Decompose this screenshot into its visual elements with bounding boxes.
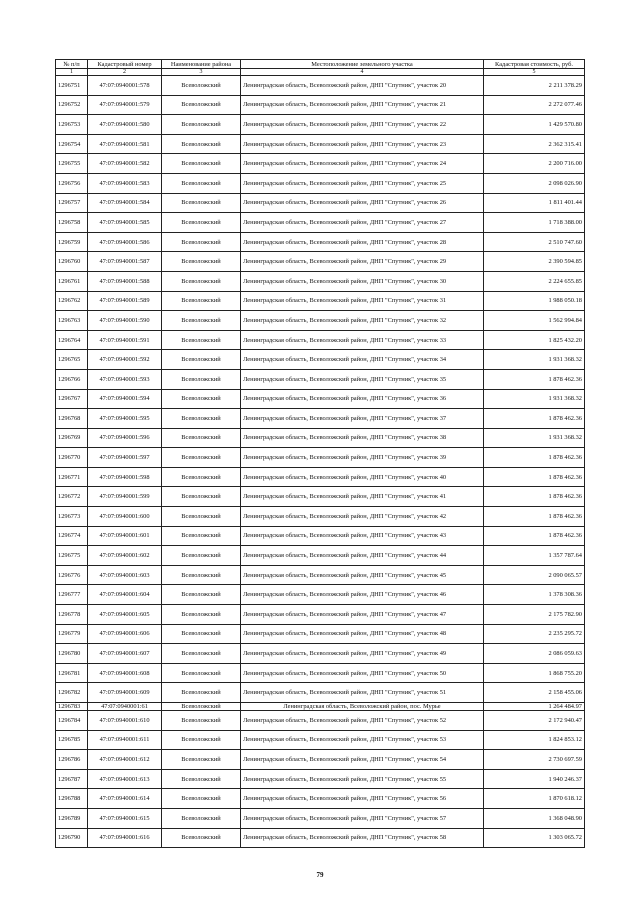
- location-cell: Ленинградская область, Всеволожский район, ДНП "Спутник", участок 54: [241, 750, 484, 770]
- header-district-name: Наименование района: [162, 60, 241, 69]
- district-cell: Всеволожский: [162, 232, 241, 252]
- location-cell: Ленинградская область, Всеволожский район, ДНП "Спутник", участок 53: [241, 730, 484, 750]
- cadastral-number-cell: 47:07:0940001:611: [88, 730, 162, 750]
- row-number-cell: 1296769: [56, 428, 88, 448]
- cadastral-value-cell: 1 868 755.20: [484, 663, 585, 683]
- district-cell: Всеволожский: [162, 311, 241, 331]
- table-row: [56, 252, 585, 272]
- table-body: [56, 76, 585, 848]
- table-row: [56, 730, 585, 750]
- cadastral-number-cell: 47:07:0940001:590: [88, 311, 162, 331]
- location-cell: Ленинградская область, Всеволожский район, ДНП "Спутник", участок 35: [241, 369, 484, 389]
- cadastral-value-cell: 1 718 388.00: [484, 213, 585, 233]
- cadastral-number-cell: 47:07:0940001:586: [88, 232, 162, 252]
- row-number-cell: 1296762: [56, 291, 88, 311]
- cadastral-value-table: [55, 59, 585, 848]
- district-cell: Всеволожский: [162, 526, 241, 546]
- district-cell: Всеволожский: [162, 76, 241, 96]
- cadastral-value-cell: 1 824 853.12: [484, 730, 585, 750]
- cadastral-value-cell: 2 390 594.85: [484, 252, 585, 272]
- cadastral-value-cell: 2 272 077.46: [484, 95, 585, 115]
- location-cell: Ленинградская область, Всеволожский район, ДНП "Спутник", участок 46: [241, 585, 484, 605]
- table-row: [56, 526, 585, 546]
- location-cell: Ленинградская область, Всеволожский район, ДНП "Спутник", участок 58: [241, 828, 484, 848]
- cadastral-number-cell: 47:07:0940001:602: [88, 546, 162, 566]
- table-row: [56, 750, 585, 770]
- cadastral-number-cell: 47:07:0940001:583: [88, 173, 162, 193]
- cadastral-number-cell: 47:07:0940001:579: [88, 95, 162, 115]
- cadastral-value-cell: 2 730 697.59: [484, 750, 585, 770]
- row-number-cell: 1296758: [56, 213, 88, 233]
- table-row: [56, 487, 585, 507]
- table-row: [56, 134, 585, 154]
- table-row: [56, 546, 585, 566]
- cadastral-value-cell: 1 878 462.36: [484, 526, 585, 546]
- district-cell: Всеволожский: [162, 605, 241, 625]
- cadastral-number-cell: 47:07:0940001:596: [88, 428, 162, 448]
- column-number: 5: [484, 69, 585, 76]
- row-number-cell: 1296756: [56, 173, 88, 193]
- cadastral-value-cell: 1 357 787.64: [484, 546, 585, 566]
- row-number-cell: 1296773: [56, 507, 88, 527]
- location-cell: Ленинградская область, Всеволожский район, ДНП "Спутник", участок 52: [241, 711, 484, 731]
- cadastral-value-cell: 2 158 455.06: [484, 683, 585, 703]
- location-cell: Ленинградская область, Всеволожский район, ДНП "Спутник", участок 33: [241, 330, 484, 350]
- district-cell: Всеволожский: [162, 828, 241, 848]
- cadastral-number-cell: 47:07:0940001:598: [88, 467, 162, 487]
- cadastral-number-cell: 47:07:0940001:615: [88, 808, 162, 828]
- location-cell: Ленинградская область, Всеволожский район, ДНП "Спутник", участок 28: [241, 232, 484, 252]
- cadastral-number-cell: 47:07:0940001:609: [88, 683, 162, 703]
- cadastral-value-cell: 1 429 570.80: [484, 115, 585, 135]
- cadastral-value-cell: 1 878 462.36: [484, 487, 585, 507]
- row-number-cell: 1296757: [56, 193, 88, 213]
- cadastral-number-cell: 47:07:0940001:581: [88, 134, 162, 154]
- row-number-cell: 1296752: [56, 95, 88, 115]
- row-number-cell: 1296770: [56, 448, 88, 468]
- cadastral-number-cell: 47:07:0940001:597: [88, 448, 162, 468]
- district-cell: Всеволожский: [162, 808, 241, 828]
- location-cell: Ленинградская область, Всеволожский район, ДНП "Спутник", участок 49: [241, 644, 484, 664]
- table-row: [56, 154, 585, 174]
- location-cell: Ленинградская область, Всеволожский район, ДНП "Спутник", участок 38: [241, 428, 484, 448]
- cadastral-value-cell: 2 362 315.41: [484, 134, 585, 154]
- location-cell: Ленинградская область, Всеволожский район, ДНП "Спутник", участок 34: [241, 350, 484, 370]
- row-number-cell: 1296765: [56, 350, 88, 370]
- table-row: [56, 291, 585, 311]
- location-cell: Ленинградская область, Всеволожский район, ДНП "Спутник", участок 26: [241, 193, 484, 213]
- district-cell: Всеволожский: [162, 789, 241, 809]
- row-number-cell: 1296778: [56, 605, 88, 625]
- location-cell: Ленинградская область, Всеволожский район, ДНП "Спутник", участок 36: [241, 389, 484, 409]
- district-cell: Всеволожский: [162, 95, 241, 115]
- row-number-cell: 1296784: [56, 711, 88, 731]
- table-row: [56, 683, 585, 703]
- location-cell: Ленинградская область, Всеволожский район, ДНП "Спутник", участок 42: [241, 507, 484, 527]
- row-number-cell: 1296779: [56, 624, 88, 644]
- district-cell: Всеволожский: [162, 428, 241, 448]
- table-row: [56, 644, 585, 664]
- row-number-cell: 1296785: [56, 730, 88, 750]
- district-cell: Всеволожский: [162, 546, 241, 566]
- table-row: [56, 95, 585, 115]
- table-row: [56, 605, 585, 625]
- district-cell: Всеволожский: [162, 644, 241, 664]
- table-row: [56, 703, 585, 711]
- header-cadastral-number: Кадастровый номер: [88, 60, 162, 69]
- cadastral-number-cell: 47:07:0940001:588: [88, 271, 162, 291]
- cadastral-number-cell: 47:07:0940001:606: [88, 624, 162, 644]
- table-header-row: [56, 60, 585, 69]
- row-number-cell: 1296761: [56, 271, 88, 291]
- district-cell: Всеволожский: [162, 369, 241, 389]
- cadastral-value-cell: 1 878 462.36: [484, 369, 585, 389]
- table-row: [56, 467, 585, 487]
- location-cell: Ленинградская область, Всеволожский район, ДНП "Спутник", участок 50: [241, 663, 484, 683]
- location-cell: Ленинградская область, Всеволожский район, ДНП "Спутник", участок 41: [241, 487, 484, 507]
- page-number: 79: [316, 871, 324, 879]
- district-cell: Всеволожский: [162, 330, 241, 350]
- cadastral-number-cell: 47:07:0940001:610: [88, 711, 162, 731]
- district-cell: Всеволожский: [162, 507, 241, 527]
- location-cell: Ленинградская область, Всеволожский район, ДНП "Спутник", участок 57: [241, 808, 484, 828]
- location-cell: Ленинградская область, Всеволожский район, ДНП "Спутник", участок 27: [241, 213, 484, 233]
- location-cell: Ленинградская область, Всеволожский район, ДНП "Спутник", участок 30: [241, 271, 484, 291]
- row-number-cell: 1296783: [56, 703, 88, 711]
- row-number-cell: 1296780: [56, 644, 88, 664]
- cadastral-value-cell: 2 172 940.47: [484, 711, 585, 731]
- row-number-cell: 1296759: [56, 232, 88, 252]
- header-number: № п/п: [56, 60, 88, 69]
- table-row: [56, 769, 585, 789]
- cadastral-value-cell: 1 264 484.97: [484, 703, 585, 711]
- row-number-cell: 1296774: [56, 526, 88, 546]
- cadastral-number-cell: 47:07:0940001:584: [88, 193, 162, 213]
- location-cell: Ленинградская область, Всеволожский район, ДНП "Спутник", участок 51: [241, 683, 484, 703]
- location-cell: Ленинградская область, Всеволожский район, ДНП "Спутник", участок 45: [241, 565, 484, 585]
- cadastral-number-cell: 47:07:0940001:604: [88, 585, 162, 605]
- row-number-cell: 1296771: [56, 467, 88, 487]
- cadastral-number-cell: 47:07:0940001:612: [88, 750, 162, 770]
- cadastral-value-cell: 1 931 368.32: [484, 428, 585, 448]
- location-cell: Ленинградская область, Всеволожский район, ДНП "Спутник", участок 24: [241, 154, 484, 174]
- table-row: [56, 711, 585, 731]
- district-cell: Всеволожский: [162, 213, 241, 233]
- table-row: [56, 585, 585, 605]
- cadastral-value-cell: 1 825 432.20: [484, 330, 585, 350]
- district-cell: Всеволожский: [162, 252, 241, 272]
- district-cell: Всеволожский: [162, 193, 241, 213]
- cadastral-number-cell: 47:07:0940001:582: [88, 154, 162, 174]
- location-cell: Ленинградская область, Всеволожский район, ДНП "Спутник", участок 29: [241, 252, 484, 272]
- table-row: [56, 173, 585, 193]
- district-cell: Всеволожский: [162, 115, 241, 135]
- cadastral-number-cell: 47:07:0940001:600: [88, 507, 162, 527]
- district-cell: Всеволожский: [162, 585, 241, 605]
- cadastral-value-cell: 1 378 308.36: [484, 585, 585, 605]
- district-cell: Всеволожский: [162, 750, 241, 770]
- table-row: [56, 115, 585, 135]
- cadastral-value-cell: 1 811 401.44: [484, 193, 585, 213]
- table-row: [56, 507, 585, 527]
- district-cell: Всеволожский: [162, 350, 241, 370]
- cadastral-value-cell: 1 368 048.90: [484, 808, 585, 828]
- cadastral-value-cell: 1 940 246.37: [484, 769, 585, 789]
- row-number-cell: 1296754: [56, 134, 88, 154]
- district-cell: Всеволожский: [162, 448, 241, 468]
- column-number: 3: [162, 69, 241, 76]
- district-cell: Всеволожский: [162, 291, 241, 311]
- header-cadastral-value: Кадастровая стоимость, руб.: [484, 60, 585, 69]
- location-cell: Ленинградская область, Всеволожский район, ДНП "Спутник", участок 21: [241, 95, 484, 115]
- cadastral-number-cell: 47:07:0940001:605: [88, 605, 162, 625]
- cadastral-number-cell: 47:07:0940001:589: [88, 291, 162, 311]
- row-number-cell: 1296775: [56, 546, 88, 566]
- cadastral-number-cell: 47:07:0940001:585: [88, 213, 162, 233]
- cadastral-value-cell: 2 098 026.90: [484, 173, 585, 193]
- district-cell: Всеволожский: [162, 134, 241, 154]
- table-row: [56, 808, 585, 828]
- table-row: [56, 409, 585, 429]
- table-row: [56, 389, 585, 409]
- cadastral-number-cell: 47:07:0940001:591: [88, 330, 162, 350]
- location-cell: Ленинградская область, Всеволожский район, ДНП "Спутник", участок 44: [241, 546, 484, 566]
- table-column-number-row: [56, 69, 585, 76]
- district-cell: Всеволожский: [162, 271, 241, 291]
- row-number-cell: 1296764: [56, 330, 88, 350]
- district-cell: Всеволожский: [162, 154, 241, 174]
- cadastral-number-cell: 47:07:0940001:578: [88, 76, 162, 96]
- table-row: [56, 350, 585, 370]
- row-number-cell: 1296768: [56, 409, 88, 429]
- row-number-cell: 1296786: [56, 750, 88, 770]
- cadastral-value-cell: 2 175 782.90: [484, 605, 585, 625]
- table-row: [56, 428, 585, 448]
- cadastral-number-cell: 47:07:0940001:614: [88, 789, 162, 809]
- table-row: [56, 369, 585, 389]
- cadastral-value-cell: 2 510 747.60: [484, 232, 585, 252]
- table-row: [56, 789, 585, 809]
- cadastral-value-cell: 1 303 065.72: [484, 828, 585, 848]
- cadastral-value-cell: 1 878 462.36: [484, 448, 585, 468]
- cadastral-value-cell: 2 224 655.85: [484, 271, 585, 291]
- location-cell: Ленинградская область, Всеволожский район, ДНП "Спутник", участок 37: [241, 409, 484, 429]
- location-cell: Ленинградская область, Всеволожский район, ДНП "Спутник", участок 48: [241, 624, 484, 644]
- location-cell: Ленинградская область, Всеволожский район, пос. Мурье: [241, 703, 484, 711]
- cadastral-number-cell: 47:07:0940001:607: [88, 644, 162, 664]
- cadastral-number-cell: 47:07:0940001:587: [88, 252, 162, 272]
- table-row: [56, 330, 585, 350]
- location-cell: Ленинградская область, Всеволожский район, ДНП "Спутник", участок 40: [241, 467, 484, 487]
- cadastral-value-cell: 1 878 462.36: [484, 409, 585, 429]
- cadastral-number-cell: 47:07:0940001:613: [88, 769, 162, 789]
- district-cell: Всеволожский: [162, 409, 241, 429]
- header-location: Местоположение земельного участка: [241, 60, 484, 69]
- row-number-cell: 1296763: [56, 311, 88, 331]
- column-number: 2: [88, 69, 162, 76]
- cadastral-value-cell: 2 211 378.29: [484, 76, 585, 96]
- cadastral-number-cell: 47:07:0940001:595: [88, 409, 162, 429]
- location-cell: Ленинградская область, Всеволожский район, ДНП "Спутник", участок 43: [241, 526, 484, 546]
- column-number: 4: [241, 69, 484, 76]
- row-number-cell: 1296777: [56, 585, 88, 605]
- table-row: [56, 193, 585, 213]
- location-cell: Ленинградская область, Всеволожский район, ДНП "Спутник", участок 39: [241, 448, 484, 468]
- location-cell: Ленинградская область, Всеволожский район, ДНП "Спутник", участок 20: [241, 76, 484, 96]
- district-cell: Всеволожский: [162, 173, 241, 193]
- location-cell: Ленинградская область, Всеволожский район, ДНП "Спутник", участок 22: [241, 115, 484, 135]
- location-cell: Ленинградская область, Всеволожский район, ДНП "Спутник", участок 56: [241, 789, 484, 809]
- row-number-cell: 1296776: [56, 565, 88, 585]
- cadastral-value-cell: 1 931 368.32: [484, 389, 585, 409]
- table-row: [56, 271, 585, 291]
- district-cell: Всеволожский: [162, 683, 241, 703]
- cadastral-number-cell: 47:07:0940001:580: [88, 115, 162, 135]
- district-cell: Всеволожский: [162, 711, 241, 731]
- column-number: 1: [56, 69, 88, 76]
- row-number-cell: 1296787: [56, 769, 88, 789]
- district-cell: Всеволожский: [162, 663, 241, 683]
- district-cell: Всеволожский: [162, 769, 241, 789]
- cadastral-value-cell: 1 878 462.36: [484, 507, 585, 527]
- row-number-cell: 1296767: [56, 389, 88, 409]
- row-number-cell: 1296760: [56, 252, 88, 272]
- cadastral-value-cell: 1 878 462.36: [484, 467, 585, 487]
- table-row: [56, 213, 585, 233]
- district-cell: Всеволожский: [162, 730, 241, 750]
- location-cell: Ленинградская область, Всеволожский район, ДНП "Спутник", участок 31: [241, 291, 484, 311]
- district-cell: Всеволожский: [162, 703, 241, 711]
- cadastral-value-cell: 1 562 994.84: [484, 311, 585, 331]
- location-cell: Ленинградская область, Всеволожский район, ДНП "Спутник", участок 23: [241, 134, 484, 154]
- location-cell: Ленинградская область, Всеволожский район, ДНП "Спутник", участок 55: [241, 769, 484, 789]
- row-number-cell: 1296755: [56, 154, 88, 174]
- table-row: [56, 828, 585, 848]
- cadastral-value-cell: 2 090 065.57: [484, 565, 585, 585]
- cadastral-number-cell: 47:07:0940001:594: [88, 389, 162, 409]
- row-number-cell: 1296751: [56, 76, 88, 96]
- district-cell: Всеволожский: [162, 565, 241, 585]
- row-number-cell: 1296782: [56, 683, 88, 703]
- row-number-cell: 1296788: [56, 789, 88, 809]
- district-cell: Всеволожский: [162, 624, 241, 644]
- table-row: [56, 663, 585, 683]
- cadastral-number-cell: 47:07:0940001:616: [88, 828, 162, 848]
- table-row: [56, 76, 585, 96]
- row-number-cell: 1296781: [56, 663, 88, 683]
- row-number-cell: 1296753: [56, 115, 88, 135]
- cadastral-value-cell: 2 086 059.63: [484, 644, 585, 664]
- cadastral-value-cell: 1 931 368.32: [484, 350, 585, 370]
- cadastral-number-cell: 47:07:0940001:599: [88, 487, 162, 507]
- cadastral-number-cell: 47:07:0940001:61: [88, 703, 162, 711]
- row-number-cell: 1296789: [56, 808, 88, 828]
- table-row: [56, 624, 585, 644]
- cadastral-number-cell: 47:07:0940001:592: [88, 350, 162, 370]
- district-cell: Всеволожский: [162, 487, 241, 507]
- row-number-cell: 1296766: [56, 369, 88, 389]
- cadastral-value-cell: 1 870 618.12: [484, 789, 585, 809]
- cadastral-number-cell: 47:07:0940001:603: [88, 565, 162, 585]
- table-row: [56, 232, 585, 252]
- location-cell: Ленинградская область, Всеволожский район, ДНП "Спутник", участок 32: [241, 311, 484, 331]
- cadastral-value-cell: 2 235 295.72: [484, 624, 585, 644]
- table-row: [56, 565, 585, 585]
- location-cell: Ленинградская область, Всеволожский район, ДНП "Спутник", участок 25: [241, 173, 484, 193]
- row-number-cell: 1296772: [56, 487, 88, 507]
- district-cell: Всеволожский: [162, 389, 241, 409]
- table-row: [56, 311, 585, 331]
- cadastral-number-cell: 47:07:0940001:608: [88, 663, 162, 683]
- row-number-cell: 1296790: [56, 828, 88, 848]
- location-cell: Ленинградская область, Всеволожский район, ДНП "Спутник", участок 47: [241, 605, 484, 625]
- district-cell: Всеволожский: [162, 467, 241, 487]
- table-row: [56, 448, 585, 468]
- cadastral-value-cell: 2 200 716.00: [484, 154, 585, 174]
- cadastral-number-cell: 47:07:0940001:601: [88, 526, 162, 546]
- cadastral-number-cell: 47:07:0940001:593: [88, 369, 162, 389]
- cadastral-value-cell: 1 988 050.18: [484, 291, 585, 311]
